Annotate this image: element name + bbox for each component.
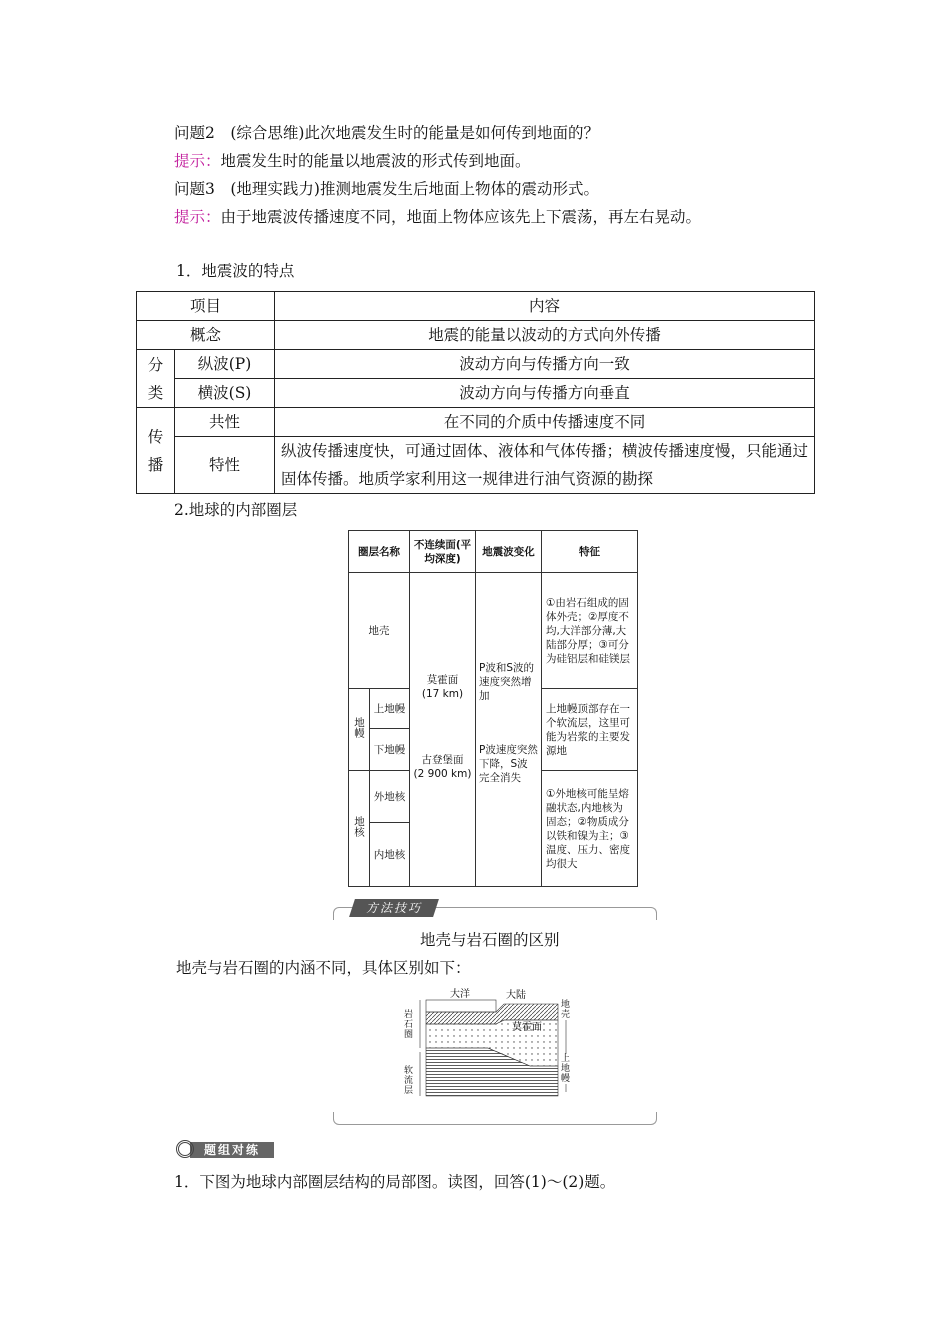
p-wave-label: 纵波(P) (175, 350, 275, 379)
gutenberg-name: 古登堡面 (421, 754, 464, 766)
hint-text: 地震发生时的能量以地震波的形式传到地面。 (220, 152, 531, 170)
gutenberg-depth: (2 900 km) (413, 768, 472, 780)
common-text: 在不同的介质中传播速度不同 (275, 408, 815, 437)
outer-core-label: 外地核 (370, 771, 410, 823)
crust-label: 地壳 (349, 573, 410, 689)
table-row (137, 379, 815, 408)
s-wave-text: 波动方向与传播方向垂直 (275, 379, 815, 408)
special-label: 特性 (175, 437, 275, 494)
hint-label: 提示： (174, 152, 221, 170)
s-wave-label: 横波(S) (175, 379, 275, 408)
special-text: 纵波传播速度快，可通过固体、液体和气体传播；横波传播速度慢，只能通过固体传播。地质学家利用这一规律进行油气资源的勘探 (275, 437, 815, 494)
section-title-earth-layers: 2.地球的内部圈层 (174, 501, 298, 519)
exercise-badge (176, 1140, 276, 1160)
section-title-seismic-waves: 1．地震波的特点 (176, 262, 295, 280)
header-wave-change: 地震波变化 (476, 531, 542, 573)
wave-change-cell (476, 573, 542, 887)
p-wave-text: 波动方向与传播方向一致 (275, 350, 815, 379)
lower-mantle-label: 下地幔 (370, 729, 410, 771)
header-content: 内容 (275, 292, 815, 321)
crust-feature: ①由岩石组成的固体外壳；②厚度不均,大洋部分薄,大陆部分厚；③可分为硅铝层和硅镁层 (542, 573, 638, 689)
table-row (137, 350, 815, 379)
hint-text: 由于地震波传播速度不同，地面上物体应该先上下震荡，再左右晃动。 (220, 208, 702, 226)
continent-label: 大陆 (506, 990, 526, 1001)
hint-2 (174, 149, 531, 173)
method-intro: 地壳与岩石圈的内涵不同，具体区别如下： (176, 959, 471, 977)
upper-mantle-label: 上地幔 (370, 689, 410, 729)
table-row (349, 573, 638, 689)
mantle-feature: 上地幔顶部存在一个软流层，这里可能为岩浆的主要发源地 (542, 689, 638, 771)
lithosphere-vertical-label: 岩石圈 (404, 1010, 416, 1040)
method-box-bottom (333, 1112, 657, 1125)
core-label: 地核 (349, 771, 370, 887)
header-feature: 特征 (542, 531, 638, 573)
common-label: 共性 (175, 408, 275, 437)
question-2: 问题2 (综合思维)此次地震发生时的能量是如何传到地面的？ (174, 124, 599, 142)
core-feature: ①外地核可能呈熔融状态,内地核为固态；②物质成分以铁和镍为主；③温度、压力、密度均很大 (542, 771, 638, 887)
seismic-wave-table (136, 291, 815, 494)
spread-label: 传播 (137, 408, 175, 494)
mantle-label: 地幔 (349, 689, 370, 771)
asthenosphere-vertical-label: 软流层 (404, 1066, 416, 1096)
moho-depth: (17 km) (421, 688, 464, 700)
exercise-badge-label: 题组对练 (190, 1142, 274, 1158)
inner-core-label: 内地核 (370, 823, 410, 887)
concept-text: 地震的能量以波动的方式向外传播 (275, 321, 815, 350)
concept-label: 概念 (137, 321, 275, 350)
header-item: 项目 (137, 292, 275, 321)
question-3: 问题3 (地理实践力)推测地震发生后地面上物体的震动形式。 (174, 180, 599, 198)
table-row (137, 408, 815, 437)
method-title: 地壳与岩石圈的区别 (420, 931, 560, 949)
target-icon (176, 1140, 194, 1158)
table-row (137, 437, 815, 494)
ocean-label: 大洋 (450, 989, 470, 1000)
header-discontinuity: 不连续面(平均深度) (410, 531, 476, 573)
gutenberg-wave-change: P波速度突然下降，S波完全消失 (479, 744, 538, 784)
moho-wave-change: P波和S波的速度突然增加 (479, 662, 534, 702)
classify-label: 分类 (137, 350, 175, 408)
discontinuity-cell (410, 573, 476, 887)
exercise-question-1: 1．下图为地球内部圈层结构的局部图。读图，回答(1)～(2)题。 (174, 1173, 616, 1191)
hint-3 (174, 205, 701, 229)
header-layer-name: 圈层名称 (349, 531, 410, 573)
table-row (137, 292, 815, 321)
table-row (349, 531, 638, 573)
ocean-water (426, 1000, 496, 1012)
table-row (137, 321, 815, 350)
crust-vertical-label: 地壳 (561, 1000, 573, 1020)
moho-label: 莫霍面 (512, 1022, 542, 1033)
moho-name: 莫霍面 (426, 674, 459, 686)
earth-layers-table (348, 530, 638, 887)
hint-label: 提示： (174, 208, 221, 226)
upper-mantle-vertical-label: 上地幔 (561, 1054, 573, 1084)
method-badge: 方法技巧 (349, 899, 439, 917)
